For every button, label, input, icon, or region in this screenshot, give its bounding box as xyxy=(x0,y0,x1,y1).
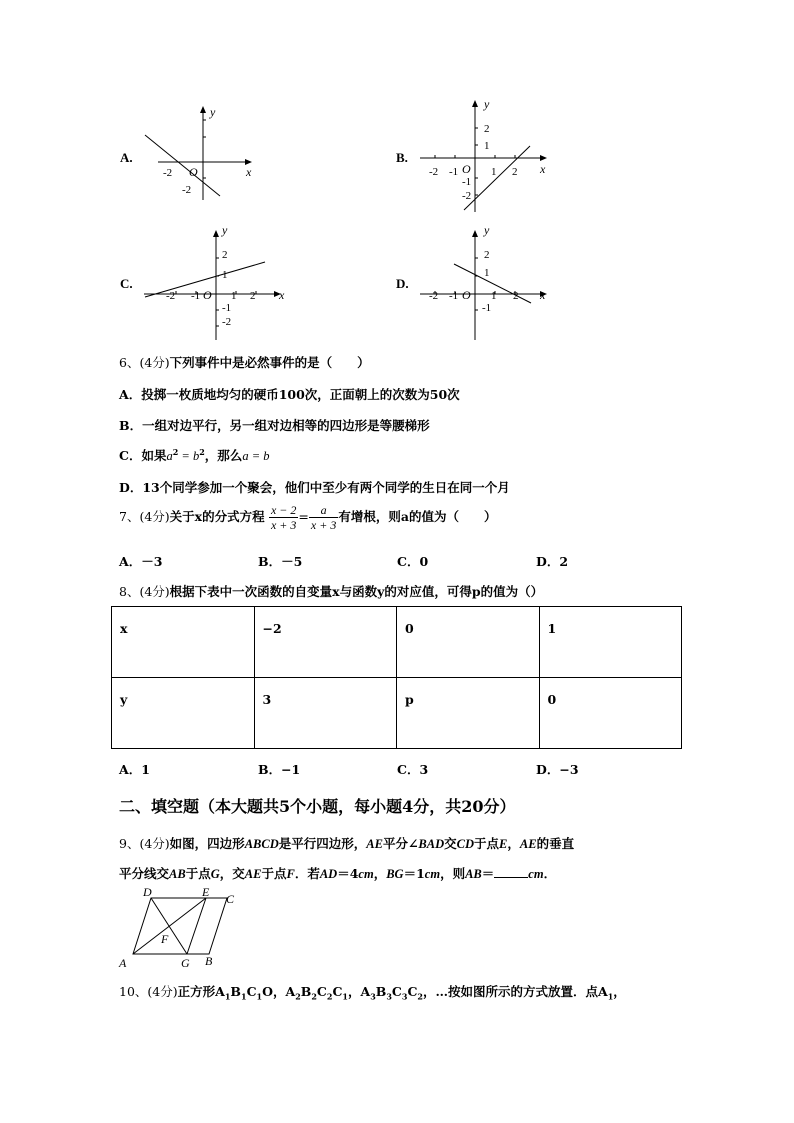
graph-a-tick-x-neg2: -2 xyxy=(163,167,173,179)
q10-sub: 3 xyxy=(370,991,376,1002)
q9-text: ，交 xyxy=(219,866,245,881)
q10-sub: 1 xyxy=(240,991,247,1002)
graph-d-x-label: x xyxy=(540,288,546,302)
graph-d-tick-x-1: 1 xyxy=(491,290,497,302)
q9-text: ，则 xyxy=(440,866,466,881)
q8-option-d: D．−3 xyxy=(536,762,579,777)
q10-sub: 1 xyxy=(342,991,348,1002)
table-cell: x xyxy=(112,607,255,678)
q9-parallelogram-figure xyxy=(116,884,246,970)
q9-text: ．若 xyxy=(294,866,320,881)
q6-text: 下列事件中是必然事件的是（ ） xyxy=(169,355,370,370)
q7-option-d: D．2 xyxy=(536,554,569,569)
table-row xyxy=(112,678,682,749)
q9-text: 如图，四边形 xyxy=(169,836,245,851)
q6-c-mid: ，那么 xyxy=(204,448,243,463)
q7-stem xyxy=(119,503,496,532)
q6-c-result: a = b xyxy=(242,449,270,463)
q9-text: 是平行四边形， xyxy=(278,836,367,851)
table-cell: y xyxy=(112,678,255,749)
q7-frac2-den: x + 3 xyxy=(310,518,337,532)
q7-text-pre: 关于x的分式方程 xyxy=(169,509,265,524)
q9-text: 的垂直 xyxy=(536,836,575,851)
fig-label-c: C xyxy=(226,892,235,906)
q7-frac2-num: a xyxy=(309,503,338,518)
q6-option-b: B．一组对边平行，另一组对边相等的四边形是等腰梯形 xyxy=(119,418,430,433)
graph-c-tick-y-2: 2 xyxy=(222,249,228,261)
table-cell: 0 xyxy=(539,678,682,749)
graph-d-tick-x-neg2: -2 xyxy=(429,290,439,302)
q9-text: ＝4 xyxy=(337,866,359,881)
fig-label-f: F xyxy=(161,932,169,946)
q10-text: B xyxy=(375,984,387,999)
q10-sub: 1 xyxy=(607,991,614,1002)
q6-option-d: D．13个同学参加一个聚会，他们中至少有两个同学的生日在同一个月 xyxy=(119,480,510,495)
q10-sub: 3 xyxy=(386,991,392,1002)
graph-c-tick-x-2: 2 xyxy=(250,290,256,302)
q9-text: 平分∠ xyxy=(382,836,419,851)
q9-text: ＝1 xyxy=(403,866,425,881)
q10-text: ，…按如图所示的方式放置．点A xyxy=(422,984,608,999)
q9-text: ， xyxy=(507,836,520,851)
graph-c-x-label: x xyxy=(279,288,285,302)
graph-c-y-label: y xyxy=(222,223,228,237)
q8-option-b: B．−1 xyxy=(258,762,301,777)
graph-b-tick-y-neg1: -1 xyxy=(462,176,472,188)
q10-sub: 2 xyxy=(417,991,423,1002)
q9-text: ． xyxy=(543,866,557,881)
q7-prefix: 7、(4分) xyxy=(119,509,170,524)
q8-stem xyxy=(119,582,543,600)
q8-value-table xyxy=(111,606,682,749)
q9-text: 于点 xyxy=(185,866,211,881)
q9-text: AB xyxy=(465,867,482,881)
q9-text: F xyxy=(286,867,295,881)
graph-d-tick-y-1: 1 xyxy=(484,267,490,279)
q7-option-c: C．0 xyxy=(397,554,429,569)
graph-b-tick-x-neg2: -2 xyxy=(429,166,439,178)
q10-stem xyxy=(119,982,626,1002)
option-c-label: C. xyxy=(120,276,133,291)
graph-d-origin: O xyxy=(462,288,471,302)
q10-text: O，A xyxy=(262,984,296,999)
q9-prefix: 9、(4分) xyxy=(119,836,170,851)
q6-c-b: b xyxy=(192,449,200,463)
q7-option-b: B．－5 xyxy=(258,554,303,569)
q10-text: C xyxy=(391,984,402,999)
graph-c-tick-y-neg2: -2 xyxy=(222,316,232,328)
q10-text: B xyxy=(230,984,241,999)
q9-text: 交 xyxy=(444,836,457,851)
q10-sub: 1 xyxy=(224,991,231,1002)
q6-stem xyxy=(119,353,370,371)
graph-d-tick-y-neg1: -1 xyxy=(482,302,492,314)
option-d-label: D. xyxy=(396,276,409,291)
table-cell: 0 xyxy=(397,607,540,678)
q10-text: C xyxy=(316,984,327,999)
graph-d-tick-x-2: 2 xyxy=(513,290,519,302)
q6-c-a: a xyxy=(166,449,173,463)
fig-label-g: G xyxy=(181,956,190,970)
q10-text: C xyxy=(407,984,418,999)
graph-c-tick-x-neg2: -2 xyxy=(166,290,176,302)
q6-option-c: C．如果$a^2 = b^2$，那么a = b xyxy=(119,446,270,463)
graph-d-tick-y-2: 2 xyxy=(484,249,490,261)
q10-prefix: 10、(4分) xyxy=(119,984,178,999)
table-cell: 1 xyxy=(539,607,682,678)
graph-option-d xyxy=(418,222,558,342)
graph-b-x-label: x xyxy=(540,162,546,176)
q9-text: ， xyxy=(373,866,387,881)
q10-text: ，A xyxy=(347,984,371,999)
q8-prefix: 8、(4分) xyxy=(119,584,170,599)
q9-text: AD xyxy=(319,867,338,881)
graph-c-tick-x-neg1: -1 xyxy=(191,290,201,302)
table-row xyxy=(112,607,682,678)
q9-text: G xyxy=(210,867,220,881)
q6-prefix: 6、(4分) xyxy=(119,355,170,370)
graph-b-tick-y-1: 1 xyxy=(484,140,490,152)
graph-b-y-label: y xyxy=(484,97,490,111)
q7-option-a: A．－3 xyxy=(119,554,163,569)
graph-a-origin: O xyxy=(189,165,198,179)
q9-text: AB xyxy=(169,867,186,881)
q9-text: AE xyxy=(366,837,383,851)
graph-b-tick-y-neg2: -2 xyxy=(462,190,472,202)
graph-b-tick-x-1: 1 xyxy=(491,166,497,178)
q9-text: cm xyxy=(528,867,544,881)
q7-text-post: 有增根，则a的值为（ ） xyxy=(338,509,497,524)
q10-sub: 3 xyxy=(401,991,408,1002)
q9-text: 于点 xyxy=(261,866,287,881)
q8-option-c: C．3 xyxy=(397,762,429,777)
q9-answer-blank[interactable] xyxy=(494,865,528,878)
q10-text: ， xyxy=(613,984,626,999)
q9-line-1 xyxy=(119,834,574,852)
graph-a-y-label: y xyxy=(210,105,216,119)
q10-text: C xyxy=(332,984,343,999)
q7-fraction-2 xyxy=(309,503,338,532)
graph-d-tick-x-neg1: -1 xyxy=(449,290,459,302)
table-cell: 3 xyxy=(254,678,397,749)
q9-text: AE xyxy=(244,867,262,881)
graph-b-origin: O xyxy=(462,162,471,176)
table-cell: p xyxy=(397,678,540,749)
q10-text: C xyxy=(246,984,257,999)
graph-c-tick-y-1: 1 xyxy=(222,269,228,281)
graph-option-b xyxy=(418,96,558,216)
graph-b-tick-x-neg1: -1 xyxy=(449,166,459,178)
q9-text: cm xyxy=(358,867,374,881)
q9-text: ABCD xyxy=(244,837,279,851)
graph-d-y-label: y xyxy=(484,223,490,237)
fig-label-b: B xyxy=(205,954,213,968)
q9-text: BG xyxy=(386,867,404,881)
q10-sub: 1 xyxy=(256,991,263,1002)
q10-text: 正方形A xyxy=(177,984,225,999)
q9-text: 于点 xyxy=(474,836,500,851)
q9-text: 平分线交 xyxy=(119,866,170,881)
q6-option-a: A．投掷一枚质地均匀的硬币100次，正面朝上的次数为50次 xyxy=(119,387,460,402)
fig-label-e: E xyxy=(202,885,210,899)
q9-text: cm xyxy=(424,867,441,881)
q9-text: BAD xyxy=(418,837,445,851)
q6-c-pre: C．如果 xyxy=(119,448,167,463)
fig-label-a: A xyxy=(119,956,127,970)
q9-text: E xyxy=(499,837,508,851)
section-heading-fill-in: 二、填空题（本大题共5个小题，每小题4分，共20分） xyxy=(119,797,516,816)
q9-text: AE xyxy=(519,837,537,851)
q7-equals: = xyxy=(298,509,309,524)
q7-frac1-num: x − 2 xyxy=(270,503,297,517)
q7-fraction-1 xyxy=(269,503,298,532)
option-a-label: A. xyxy=(120,150,133,165)
fig-label-d: D xyxy=(143,885,152,899)
graph-b-tick-y-2: 2 xyxy=(484,123,490,135)
graph-a-x-label: x xyxy=(246,165,252,179)
graph-a-tick-y-neg2: -2 xyxy=(182,184,192,196)
graph-b-tick-x-2: 2 xyxy=(512,166,518,178)
graph-c-tick-x-1: 1 xyxy=(231,290,237,302)
q10-sub: 2 xyxy=(295,991,301,1002)
option-b-label: B. xyxy=(396,150,408,165)
q10-sub: 2 xyxy=(311,991,317,1002)
table-cell: −2 xyxy=(254,607,397,678)
graph-c-origin: O xyxy=(203,288,212,302)
q9-line-2 xyxy=(119,864,556,882)
graph-option-a xyxy=(140,100,260,205)
q8-option-a: A．1 xyxy=(119,762,150,777)
q9-text: CD xyxy=(456,837,475,851)
q9-text: ＝ xyxy=(481,866,495,881)
graph-option-c xyxy=(142,222,292,342)
q10-sub: 2 xyxy=(326,991,333,1002)
q8-text: 根据下表中一次函数的自变量x与函数y的对应值，可得p的值为（） xyxy=(169,584,544,599)
q7-frac1-den: x + 3 xyxy=(270,518,297,532)
q10-text: B xyxy=(300,984,312,999)
q6-c-eq: = xyxy=(178,449,193,463)
graph-c-tick-y-neg1: -1 xyxy=(222,302,232,314)
